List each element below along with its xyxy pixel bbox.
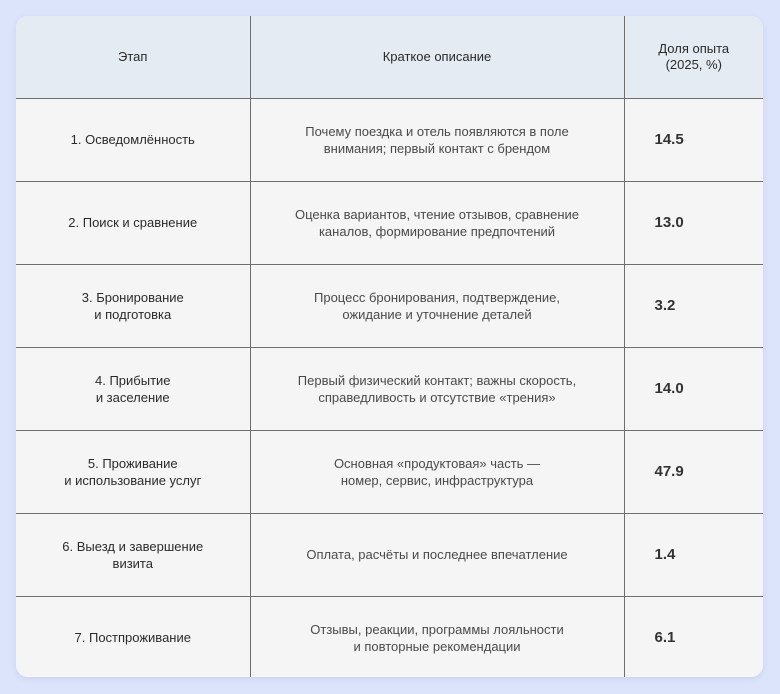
share-cell: 6.1 [624, 596, 763, 677]
description-cell [250, 513, 624, 596]
stage-cell [16, 430, 250, 513]
stage-text: 5. Проживание [87, 455, 178, 471]
description-text: Основная «продуктовая» часть — [333, 455, 541, 471]
header-share-line1: Доля опыта [658, 40, 730, 56]
share-cell: 14.5 [624, 98, 763, 181]
description-text: Оценка вариантов, чтение отзывов, сравнение [294, 206, 580, 222]
table-row [16, 181, 763, 264]
description-cell [250, 264, 624, 347]
table-row [16, 430, 763, 513]
share-cell: 14.0 [624, 347, 763, 430]
stage-text: и подготовка [94, 306, 172, 322]
description-text: Процесс бронирования, подтверждение, [314, 289, 560, 305]
stage-text: 7. Постпроживание [74, 630, 191, 646]
share-cell: 13.0 [624, 181, 763, 264]
stage-text: 4. Прибытие [94, 372, 171, 388]
share-cell: 47.9 [624, 430, 763, 513]
share-cell: 3.2 [624, 264, 763, 347]
table-row [16, 264, 763, 347]
description-cell [250, 347, 624, 430]
customer-journey-table [16, 16, 763, 677]
description-text: ожидание и уточнение деталей [342, 306, 532, 322]
description-cell [250, 98, 624, 181]
stage-text: визита [112, 555, 153, 571]
stage-text: 6. Выезд и завершение [62, 538, 204, 554]
description-text: номер, сервис, инфраструктура [340, 472, 534, 488]
stage-cell [16, 347, 250, 430]
description-text: Оплата, расчёты и последнее впечатление [306, 547, 568, 562]
share-cell: 1.4 [624, 513, 763, 596]
description-text: и повторные рекомендации [353, 638, 521, 654]
stage-text: 1. Осведомлённость [70, 132, 195, 147]
stage-text: 3. Бронирование [81, 289, 184, 305]
stage-cell [16, 264, 250, 347]
table-row [16, 98, 763, 181]
header-description: Краткое описание [250, 16, 624, 98]
description-text: справедливость и отсутствие «трения» [318, 389, 556, 405]
stage-text: и использование услуг [64, 472, 202, 488]
header-share-line2: (2025, %) [665, 56, 722, 72]
table-row [16, 513, 763, 596]
description-text: Отзывы, реакции, программы лояльности [310, 621, 564, 637]
stage-text: и заселение [95, 389, 170, 405]
description-text: внимания; первый контакт с брендом [323, 140, 551, 156]
table-header-row [16, 16, 763, 98]
table-row [16, 596, 763, 677]
table-row [16, 347, 763, 430]
description-text: Первый физический контакт; важны скорость, [297, 372, 577, 388]
stage-text: 2. Поиск и сравнение [68, 215, 198, 230]
stage-cell [16, 98, 250, 181]
header-share [624, 16, 763, 98]
header-stage: Этап [16, 16, 250, 98]
description-cell [250, 181, 624, 264]
description-text: Почему поездка и отель появляются в поле [305, 123, 569, 139]
description-cell [250, 596, 624, 677]
description-cell [250, 430, 624, 513]
description-text: каналов, формирование предпочтений [318, 223, 556, 239]
stage-cell [16, 181, 250, 264]
stage-cell [16, 513, 250, 596]
stage-cell [16, 596, 250, 677]
customer-journey-table-card [16, 16, 763, 677]
